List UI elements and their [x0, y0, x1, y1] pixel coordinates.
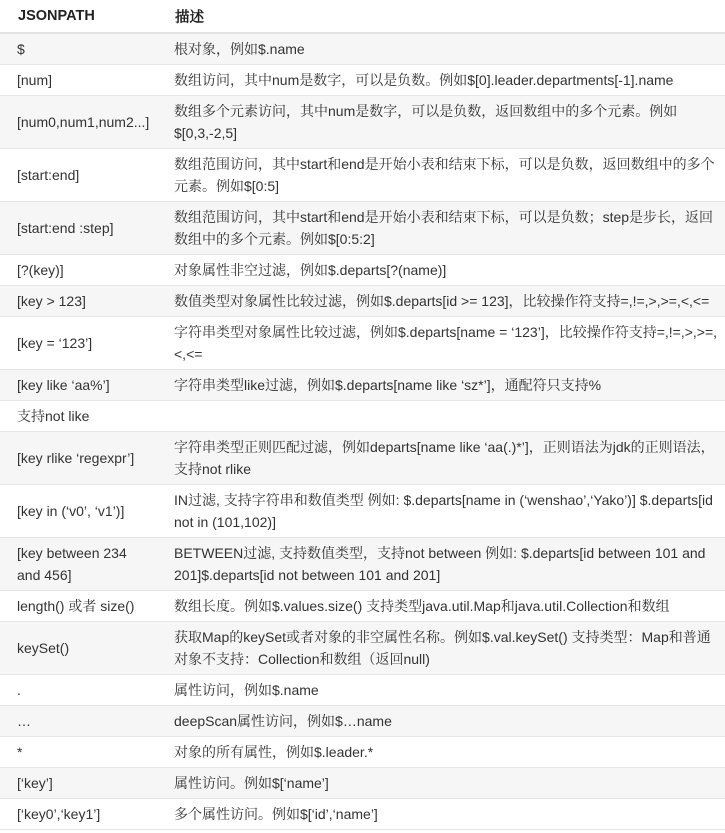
- span-cell: 支持not like: [0, 401, 725, 432]
- jsonpath-cell: [key = ‘123’]: [0, 317, 157, 370]
- table-row: [0, 538, 725, 591]
- table-body: [0, 33, 725, 830]
- table-row: [0, 706, 725, 737]
- table-row: [0, 401, 725, 432]
- description-cell: 数组范围访问，其中start和end是开始小表和结束下标，可以是负数；step是步长，返回数组中的多个元素。例如$[0:5:2]: [157, 202, 725, 255]
- table-row: [0, 737, 725, 768]
- table-row: [0, 768, 725, 799]
- jsonpath-cell: keySet(): [0, 622, 157, 675]
- jsonpath-cell: [key like ‘aa%’]: [0, 370, 157, 401]
- description-cell: 根对象，例如$.name: [157, 33, 725, 65]
- description-cell: IN过滤, 支持字符串和数值类型 例如: $.departs[name in (‘wenshao’,‘Yako’)] $.departs[id not in (101,102)]: [157, 485, 725, 538]
- description-cell: 多个属性访问。例如$[‘id’,‘name’]: [157, 799, 725, 830]
- table-row: [0, 432, 725, 485]
- table-row: [0, 622, 725, 675]
- description-cell: 字符串类型like过滤，例如$.departs[name like ‘sz*’]，通配符只支持%: [157, 370, 725, 401]
- description-cell: 字符串类型正则匹配过滤，例如departs[name like ‘aa(.)*’]，正则语法为jdk的正则语法，支持not rlike: [157, 432, 725, 485]
- jsonpath-cell: [num]: [0, 65, 157, 96]
- description-cell: 属性访问，例如$.name: [157, 675, 725, 706]
- table-row: [0, 33, 725, 65]
- table-row: [0, 255, 725, 286]
- jsonpath-cell: [key in (‘v0’, ‘v1’)]: [0, 485, 157, 538]
- table-row: [0, 202, 725, 255]
- jsonpath-cell: [key between 234 and 456]: [0, 538, 157, 591]
- jsonpath-cell: [‘key’]: [0, 768, 157, 799]
- jsonpath-cell: length() 或者 size(): [0, 591, 157, 622]
- table-row: [0, 591, 725, 622]
- jsonpath-cell: [start:end :step]: [0, 202, 157, 255]
- table-row: [0, 370, 725, 401]
- jsonpath-cell: .: [0, 675, 157, 706]
- table-row: [0, 149, 725, 202]
- table-row: [0, 317, 725, 370]
- table-header-row: [0, 0, 725, 33]
- description-cell: 对象的所有属性，例如$.leader.*: [157, 737, 725, 768]
- description-cell: BETWEEN过滤, 支持数值类型，支持not between 例如: $.departs[id between 101 and 201]$.departs[id not between 101 and 201]: [157, 538, 725, 591]
- column-header-jsonpath: JSONPATH: [0, 0, 157, 33]
- description-cell: 属性访问。例如$[‘name’]: [157, 768, 725, 799]
- table-row: [0, 96, 725, 149]
- jsonpath-cell: [num0,num1,num2...]: [0, 96, 157, 149]
- description-cell: 数组多个元素访问，其中num是数字，可以是负数，返回数组中的多个元素。例如$[0,3,-2,5]: [157, 96, 725, 149]
- description-cell: 获取Map的keySet或者对象的非空属性名称。例如$.val.keySet() 支持类型：Map和普通对象不支持：Collection和数组（返回null): [157, 622, 725, 675]
- jsonpath-cell: [start:end]: [0, 149, 157, 202]
- table-row: [0, 286, 725, 317]
- description-cell: 字符串类型对象属性比较过滤，例如$.departs[name = ‘123’]，比较操作符支持=,!=,>,>=,<,<=: [157, 317, 725, 370]
- jsonpath-cell: *: [0, 737, 157, 768]
- column-header-description: 描述: [157, 0, 725, 33]
- jsonpath-cell: [‘key0’,‘key1’]: [0, 799, 157, 830]
- table-row: [0, 65, 725, 96]
- description-cell: 数组长度。例如$.values.size() 支持类型java.util.Map和java.util.Collection和数组: [157, 591, 725, 622]
- jsonpath-cell: $: [0, 33, 157, 65]
- description-cell: 数值类型对象属性比较过滤，例如$.departs[id >= 123]，比较操作符支持=,!=,>,>=,<,<=: [157, 286, 725, 317]
- table-row: [0, 799, 725, 830]
- jsonpath-cell: …: [0, 706, 157, 737]
- jsonpath-cell: [key > 123]: [0, 286, 157, 317]
- description-cell: deepScan属性访问，例如$…name: [157, 706, 725, 737]
- jsonpath-cell: [key rlike ‘regexpr’]: [0, 432, 157, 485]
- jsonpath-cell: [?(key)]: [0, 255, 157, 286]
- description-cell: 对象属性非空过滤，例如$.departs[?(name)]: [157, 255, 725, 286]
- table-row: [0, 675, 725, 706]
- description-cell: 数组访问，其中num是数字，可以是负数。例如$[0].leader.departments[-1].name: [157, 65, 725, 96]
- table-row: [0, 485, 725, 538]
- description-cell: 数组范围访问，其中start和end是开始小表和结束下标，可以是负数，返回数组中的多个元素。例如$[0:5]: [157, 149, 725, 202]
